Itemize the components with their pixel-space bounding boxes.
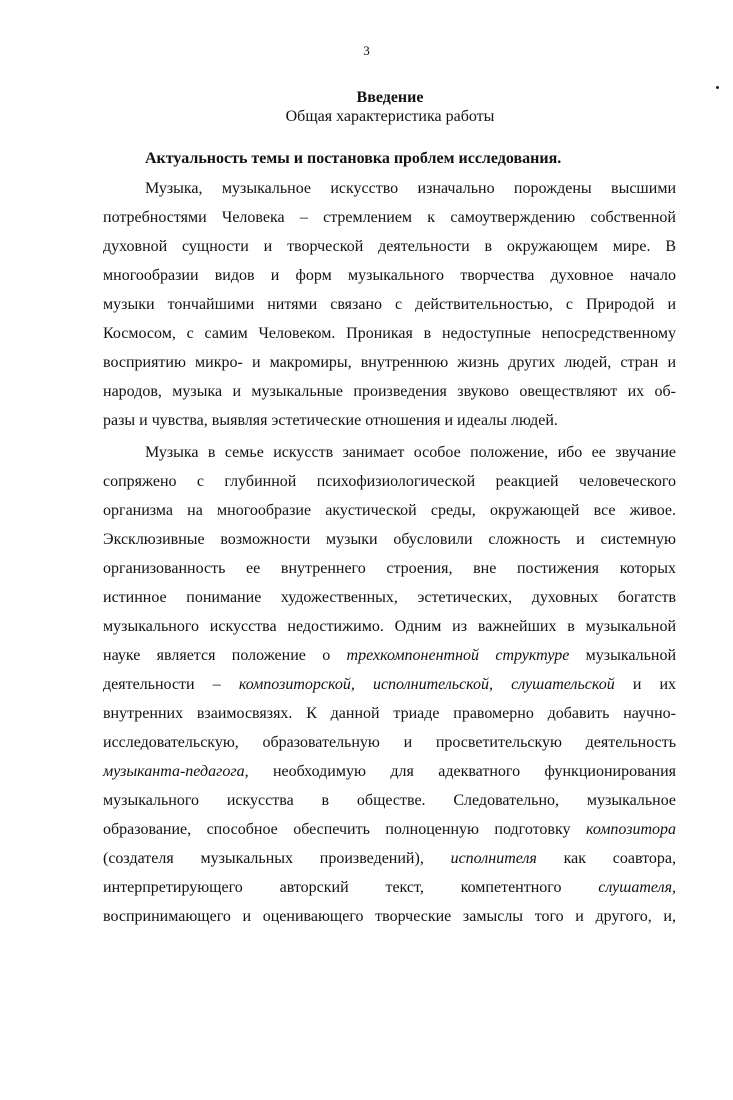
paragraph-2-line <box>103 641 676 670</box>
page-number: 3 <box>363 43 370 58</box>
text-segment: необходимую для адекватного функционирования <box>272 763 676 780</box>
paragraph-1-line: народов, музыка и музыкальные произведения звуково овеществляют их об- <box>103 383 676 400</box>
emphasis-text: трехкомпонентной структуре <box>346 647 570 664</box>
text-segment: музыкальной <box>585 647 677 664</box>
paragraph-2-line: организованность ее внутреннего строения, вне постижения которых <box>103 560 676 577</box>
text-segment: (создателя музыкальных произведений), <box>103 850 424 867</box>
paragraph-2-line: Музыка в семье искусств занимает особое положение, ибо ее звучание <box>145 444 676 461</box>
paragraph-2-line: организма на многообразие акустической среды, окружающей все живое. <box>103 502 676 519</box>
paragraph-2-line <box>103 815 676 844</box>
paragraph-2-line <box>103 670 676 699</box>
paragraph-2-line <box>103 757 676 786</box>
paragraph-2-line: истинное понимание художественных, эстетических, духовных богатств <box>103 589 676 606</box>
paragraph-2-line <box>103 873 676 902</box>
emphasis-text: композитора <box>585 821 677 838</box>
paragraph-1-line: многообразии видов и форм музыкального творчества духовное начало <box>103 267 676 284</box>
paragraph-1-line: восприятию микро- и макромиры, внутреннюю жизнь других людей, стран и <box>103 354 676 371</box>
paragraph-1-line: музыки тончайшими нитями связано с действительностью, с Природой и <box>103 296 676 313</box>
paragraph-2-line: Эксклюзивные возможности музыки обусловили сложность и системную <box>103 531 676 548</box>
chapter-title: Введение <box>356 89 424 106</box>
body-text <box>103 174 676 931</box>
chapter-subtitle: Общая характеристика работы <box>285 108 495 125</box>
paragraph-2-line: сопряжено с глубинной психофизиологической реакцией человеческого <box>103 473 676 490</box>
paragraph-1-line: разы и чувства, выявляя эстетические отношения и идеалы людей. <box>103 412 558 429</box>
text-segment: образование, способное обеспечить полноценную подготовку <box>103 821 571 838</box>
section-title: Актуальность темы и постановка проблем исследования. <box>145 150 562 167</box>
text-segment: интерпретирующего авторский текст, компетентного <box>103 879 562 896</box>
text-segment: и их <box>632 676 677 693</box>
paragraph-1-line: потребностями Человека – стремлением к самоутверждению собственной <box>103 209 676 226</box>
paragraph-2-line: музыкального искусства недостижимо. Одним из важнейших в музыкальной <box>103 618 676 635</box>
emphasis-text: слушателя, <box>598 879 677 896</box>
emphasis-text: композиторской, исполнительской, слушательской <box>238 676 615 693</box>
paragraph-2-line: музыкального искусства в обществе. Следовательно, музыкальное <box>103 792 676 809</box>
text-segment: науке является положение о <box>103 647 331 664</box>
paragraph-1-line: Музыка, музыкальное искусство изначально порождены высшими <box>145 180 676 197</box>
paragraph-2-line: воспринимающего и оценивающего творческие замыслы того и другого, и, <box>103 908 676 925</box>
paragraph-2-line: исследовательскую, образовательную и просветительскую деятельность <box>103 734 676 751</box>
text-segment: деятельности – <box>103 676 221 693</box>
paragraph-2-line: внутренних взаимосвязях. К данной триаде правомерно добавить научно- <box>103 705 676 722</box>
emphasis-text: музыканта-педагога, <box>103 763 249 780</box>
text-segment: как соавтора, <box>563 850 677 867</box>
paragraph-2-line <box>103 844 676 873</box>
paragraph-1-line: Космосом, с самим Человеком. Проникая в недоступные непосредственному <box>103 325 676 342</box>
paragraph-1-line: духовной сущности и творческой деятельности в окружающем мире. В <box>103 238 676 255</box>
emphasis-text: исполнителя <box>450 850 537 867</box>
